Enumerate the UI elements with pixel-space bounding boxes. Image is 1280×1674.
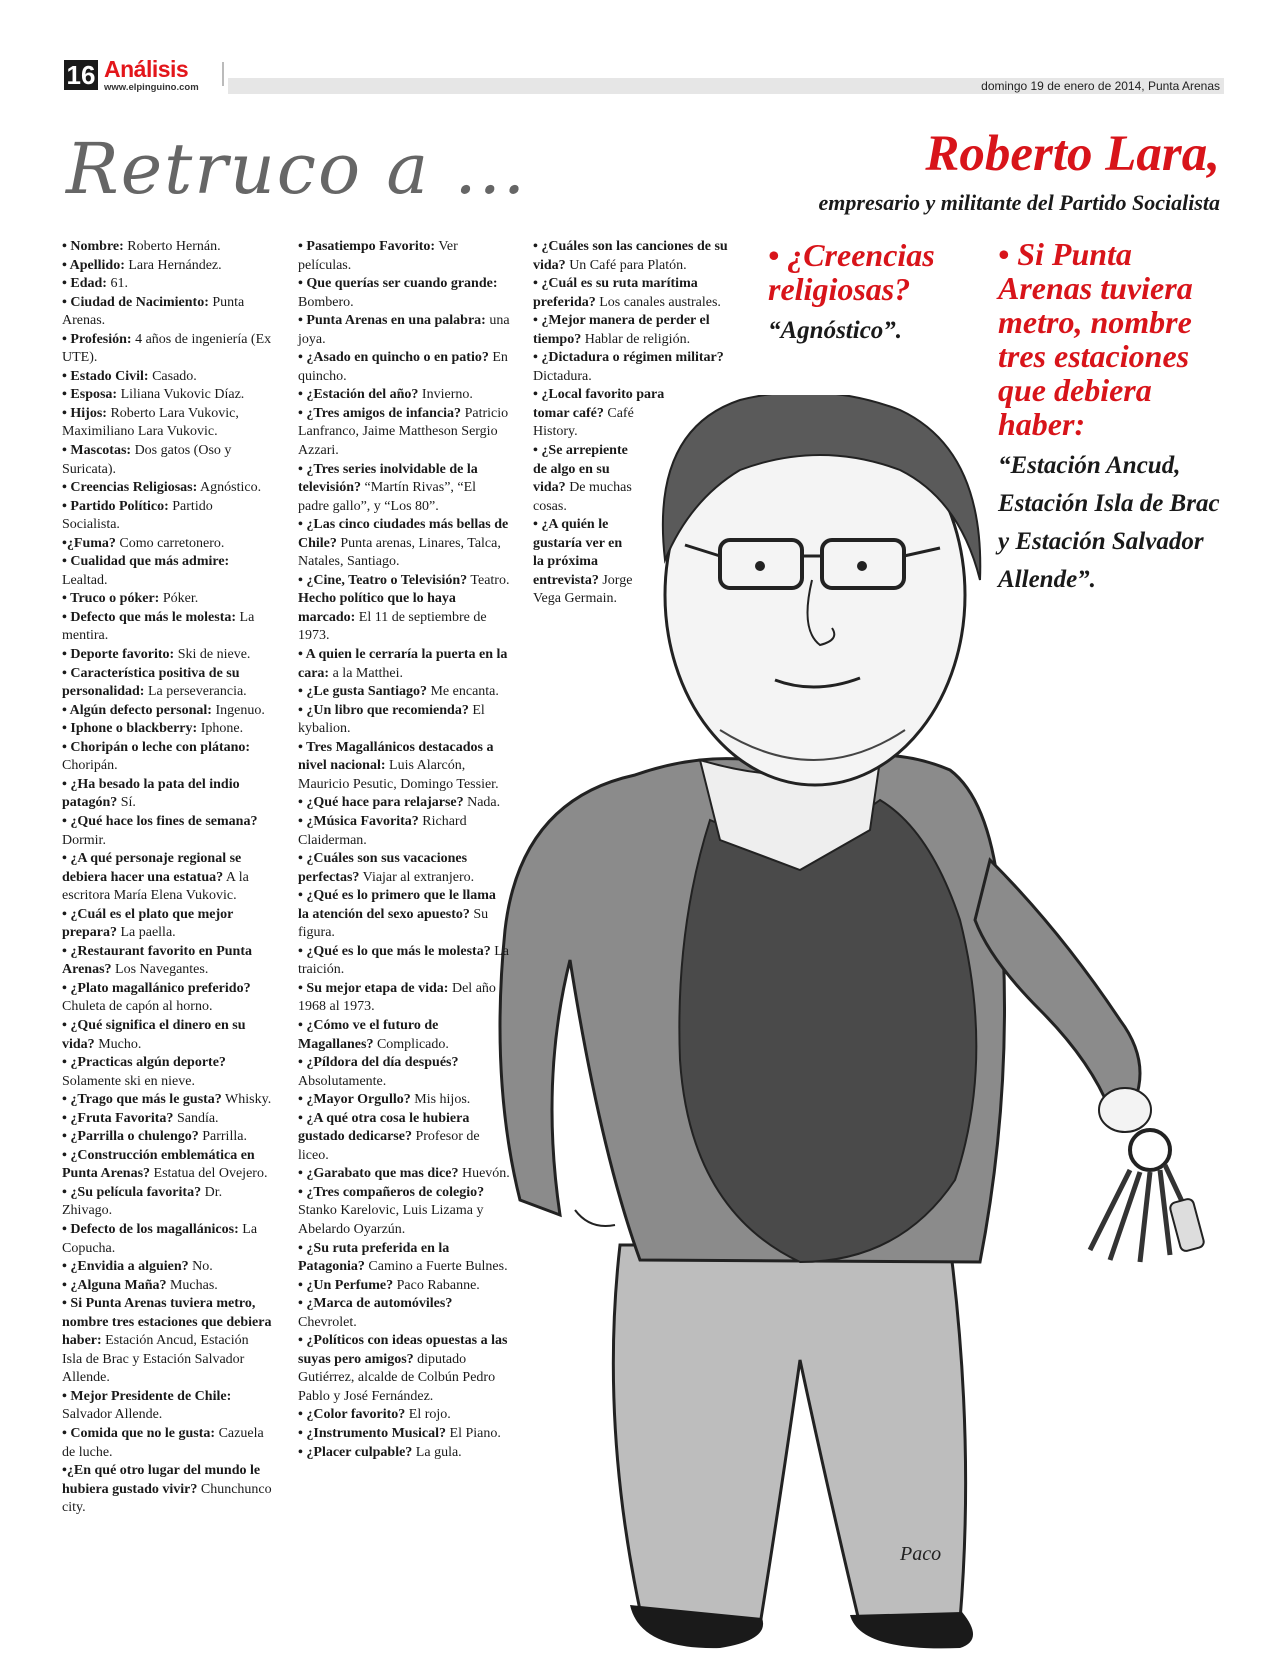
qa-item: • Profesión: 4 años de ingeniería (Ex UTE). [62, 331, 272, 366]
qa-item: • A quien le cerraría la puerta en la cara: a la Matthei. [298, 647, 508, 681]
column-kicker: Retruco a ... [66, 128, 528, 210]
qa-column-3 [533, 238, 739, 609]
qa-item: • ¿Local favorito para tomar café? Café History. [533, 387, 665, 440]
qa-item: • ¿Mejor manera de perder el tiempo? Hablar de religión. [533, 313, 710, 347]
qa-item: • ¿Se arrepiente de algo en su vida? De muchas cosas. [533, 443, 632, 514]
qa-item: • Nombre: Roberto Hernán. [62, 239, 221, 254]
qa-item: • ¿Cuáles son las canciones de su vida? Un Café para Platón. [533, 239, 728, 273]
qa-item: • ¿Trago que más le gusta? Whisky. [62, 1092, 272, 1108]
qa-item: • ¿Construcción emblemática en Punta Arenas? Estatua del Ovejero. [62, 1147, 268, 1182]
qa-item: • ¿Garabato que mas dice? Huevón. [298, 1166, 510, 1182]
qa-item: • Choripán o leche con plátano: Choripán. [62, 739, 251, 774]
article-title: Roberto Lara, [925, 126, 1220, 182]
pullquote-question: • Si Punta Arenas tuviera metro, nombre tres estaciones que debiera haber: [998, 236, 1193, 442]
qa-item: • Característica positiva de su personalidad: La perseverancia. [62, 665, 247, 700]
qa-item: • ¿Envidia a alguien? No. [62, 1259, 213, 1275]
qa-item: • Defecto de los magallánicos: La Copucha. [62, 1221, 258, 1256]
qa-item: • ¿Le gusta Santiago? Me encanta. [298, 684, 499, 700]
qa-item: • ¿Marca de automóviles? Chevrolet. [298, 1296, 453, 1330]
qa-item: • ¿Cuál es el plato que mejor prepara? La paella. [62, 906, 234, 941]
date-bar [228, 78, 1224, 94]
qa-item: • ¿Parrilla o chulengo? Parrilla. [62, 1129, 247, 1145]
article-subtitle: empresario y militante del Partido Socialista [818, 190, 1220, 215]
qa-item: • ¿Su ruta preferida en la Patagonia? Camino a Fuerte Bulnes. [298, 1240, 508, 1275]
qa-item: • Mejor Presidente de Chile: Salvador Allende. [62, 1388, 232, 1423]
qa-item: • ¿Las cinco ciudades más bellas de Chile? Punta arenas, Linares, Talca, Natales, Santiago. [298, 517, 509, 570]
qa-item: • Partido Político: Partido Socialista. [62, 498, 213, 533]
header-divider [222, 62, 224, 86]
pullquote-answer: “Estación Ancud, Estación Isla de Brac y Estación Salvador Allende”. [998, 452, 1220, 593]
qa-item: • Su mejor etapa de vida: Del año 1968 al 1973. [298, 980, 496, 1015]
qa-item: • Pasatiempo Favorito: Ver películas. [298, 239, 458, 273]
page-number: 16 [64, 60, 98, 90]
qa-item: • ¿Cuál es su ruta marítima preferida? Los canales australes. [533, 276, 721, 310]
qa-item: • ¿Practicas algún deporte? Solamente ski en nieve. [62, 1055, 226, 1089]
qa-item: • ¿Ha besado la pata del indio patagón? Sí. [62, 776, 240, 811]
qa-item: Hecho político que lo haya marcado: El 11 de septiembre de 1973. [298, 591, 487, 644]
qa-item: •¿Fuma? Como carretonero. [62, 535, 225, 551]
qa-item: • ¿Alguna Maña? Muchas. [62, 1277, 218, 1293]
qa-item: • ¿Qué es lo que más le molesta? La traición. [298, 943, 509, 978]
qa-item: • ¿Estación del año? Invierno. [298, 387, 473, 403]
qa-item: • Iphone o blackberry: Iphone. [62, 721, 244, 737]
page-header [64, 52, 1224, 94]
qa-item: • Punta Arenas en una palabra: una joya. [298, 313, 510, 347]
qa-item: • ¿Píldora del día después? Absolutamente. [298, 1055, 459, 1089]
qa-item: • ¿Su película favorita? Dr. Zhivago. [62, 1184, 223, 1219]
qa-item: • Apellido: Lara Hernández. [62, 257, 222, 273]
qa-item: • Si Punta Arenas tuviera metro, nombre tres estaciones que debiera haber: Estación Ancud, Estación Isla de Brac y Estación Salvador Allende. [62, 1296, 272, 1386]
qa-item: • ¿Políticos con ideas opuestas a las suyas pero amigos? diputado Gutiérrez, alcalde de Colbún Pedro Pablo y José Fernández. [298, 1333, 508, 1404]
pullquote-question: • ¿Creencias religiosas? [768, 237, 935, 307]
qa-item: • ¿Tres amigos de infancia? Patricio Lanfranco, Jaime Mattheson Sergio Azzari. [298, 405, 509, 459]
qa-item: • ¿Instrumento Musical? El Piano. [298, 1426, 501, 1441]
qa-item: • Algún defecto personal: Ingenuo. [62, 702, 265, 718]
qa-item: • ¿Qué significa el dinero en su vida? Mucho. [62, 1017, 246, 1052]
qa-item: • Creencias Religiosas: Agnóstico. [62, 480, 262, 496]
qa-item: • ¿Dictadura o régimen militar? Dictadura. [533, 350, 724, 384]
qa-item: • Estado Civil: Casado. [62, 368, 197, 384]
qa-item: • Mascotas: Dos gatos (Oso y Suricata). [62, 443, 232, 477]
qa-item: • ¿Qué hace los fines de semana? Dormir. [62, 813, 258, 848]
qa-item: • ¿Cine, Teatro o Televisión? Teatro. [298, 572, 510, 588]
artist-signature: Paco [900, 1543, 942, 1565]
qa-item: • ¿Qué hace para relajarse? Nada. [298, 795, 501, 811]
qa-item: • ¿Un Perfume? Paco Rabanne. [298, 1277, 480, 1293]
qa-item: • ¿Mayor Orgullo? Mis hijos. [298, 1092, 471, 1108]
section-name: Análisis [104, 56, 189, 82]
qa-item: • ¿Un libro que recomienda? El kybalion. [298, 702, 485, 737]
date-location: domingo 19 de enero de 2014, Punta Arenas [981, 79, 1220, 93]
qa-item: • ¿Cuáles son sus vacaciones perfectas? Viajar al extranjero. [298, 851, 475, 885]
qa-item: • Defecto que más le molesta: La mentira. [62, 609, 255, 644]
pullquote-metro [998, 237, 1223, 599]
website-link[interactable]: www.elpinguino.com [104, 82, 199, 93]
qa-item: • ¿Fruta Favorita? Sandía. [62, 1110, 219, 1126]
qa-item: • Esposa: Liliana Vukovic Díaz. [62, 387, 245, 403]
pullquote-religion [768, 238, 968, 350]
qa-item: • ¿Cómo ve el futuro de Magallanes? Complicado. [298, 1017, 449, 1052]
qa-item: • Hijos: Roberto Lara Vukovic, Maximiliano Lara Vukovic. [62, 405, 239, 440]
qa-item: • Deporte favorito: Ski de nieve. [62, 647, 251, 663]
qa-item: • ¿Placer culpable? La gula. [298, 1444, 462, 1460]
qa-item: • Ciudad de Nacimiento: Punta Arenas. [62, 294, 245, 329]
qa-item: • ¿Música Favorita? Richard Claiderman. [298, 813, 467, 848]
qa-item: • Que querías ser cuando grande: Bombero. [298, 276, 498, 310]
qa-item: • Cualidad que más admire: Lealtad. [62, 554, 230, 588]
qa-item: • ¿Tres compañeros de colegio? Stanko Karelovic, Luis Lizama y Abelardo Oyarzún. [298, 1184, 485, 1237]
qa-item: • Comida que no le gusta: Cazuela de luche. [62, 1426, 264, 1460]
qa-item: • Truco o póker: Póker. [62, 591, 199, 607]
qa-item: • ¿A qué personaje regional se debiera hacer una estatua? A la escritora María Elena Vukovic. [62, 851, 249, 904]
qa-item: • ¿A quién le gustaría ver en la próxima entrevista? Jorge Vega Germain. [533, 517, 633, 607]
qa-item: • Tres Magallánicos destacados a nivel nacional: Luis Alarcón, Mauricio Pesutic, Domingo Tessier. [298, 739, 499, 792]
qa-item: • ¿A qué otra cosa le hubiera gustado dedicarse? Profesor de liceo. [298, 1110, 480, 1163]
qa-item: • ¿Asado en quincho o en patio? En quincho. [298, 350, 508, 384]
qa-item: • ¿Plato magallánico preferido? Chuleta de capón al horno. [62, 980, 251, 1015]
qa-item: • Edad: 61. [62, 276, 128, 292]
qa-item: • ¿Tres series inolvidable de la televisión? “Martín Rivas”, “El padre gallo”, y “Los 80”. [298, 461, 478, 514]
qa-item: • ¿Restaurant favorito en Punta Arenas? Los Navegantes. [62, 943, 252, 978]
qa-column-2 [298, 238, 510, 1462]
qa-item: • ¿Qué es lo primero que le llama la atención del sexo apuesto? Su figura. [298, 888, 496, 941]
qa-column-1 [62, 238, 272, 1518]
qa-item: •¿En qué otro lugar del mundo le hubiera gustado vivir? Chunchunco city. [62, 1463, 272, 1516]
pullquote-answer: “Agnóstico”. [768, 317, 903, 344]
qa-item: • ¿Color favorito? El rojo. [298, 1407, 451, 1423]
